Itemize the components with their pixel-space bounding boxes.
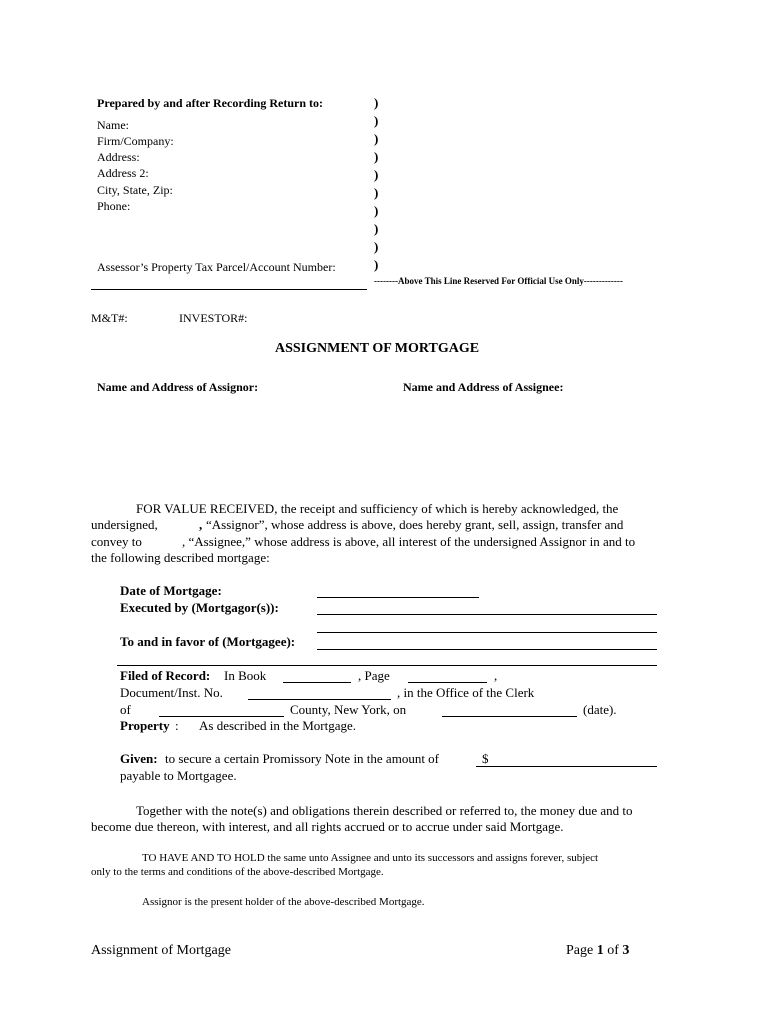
given-label: Given: [120,751,158,766]
page-line [408,682,487,683]
header-divider [91,289,367,290]
county-line [159,716,284,717]
amount-line [476,766,657,767]
bracket-char: ) [374,149,379,164]
city-state-zip-label: City, State, Zip: [97,183,173,197]
property-label: Property [120,718,170,733]
body-comma: , [199,517,203,532]
document-no-line [248,699,391,700]
assignor-heading: Name and Address of Assignor: [97,380,259,394]
assignee-heading: Name and Address of Assignee: [403,380,564,394]
bracket-char: ) [374,257,379,272]
page-indicator [566,943,629,959]
habendum-line-1: TO HAVE AND TO HOLD the same unto Assignee and unto its successors and assigns forever, subject [142,852,599,864]
holder-statement: Assignor is the present holder of the above-described Mortgage. [142,896,425,908]
investor-number-label: INVESTOR#: [179,311,248,325]
payable-text: payable to Mortgagee. [120,768,237,783]
together-line-2: become due thereon, with interest, and all rights accrued or to accrue under said Mortgage. [91,819,564,834]
date-text: (date). [583,702,617,717]
bracket-char: ) [374,221,379,236]
together-line-1: Together with the note(s) and obligations therein described or referred to, the money due and to [136,803,633,818]
page-number: 1 [596,943,604,958]
footer-title: Assignment of Mortgage [91,943,231,958]
of-word: of [607,943,619,958]
page-word: Page [566,943,594,958]
bracket-char: ) [374,131,379,146]
body-undersigned: undersigned, [91,517,158,532]
bracket-char: ) [374,167,379,182]
name-label: Name: [97,118,129,132]
address-label: Address: [97,150,140,164]
filed-of-record-label: Filed of Record: [120,668,211,683]
in-favor-of-label: To and in favor of (Mortgagee): [120,634,296,649]
date-of-mortgage-line [317,597,479,598]
body-line-3: , “Assignee,” whose address is above, all interest of the undersigned Assignor in and to [182,534,636,549]
dollar-sign: $ [482,751,489,766]
document-title: ASSIGNMENT OF MORTGAGE [275,341,480,356]
executed-by-label: Executed by (Mortgagor(s)): [120,600,279,615]
given-text: to secure a certain Promissory Note in the amount of [165,751,440,766]
county-text: County, New York, on [290,702,407,717]
section-divider [117,665,657,666]
executed-by-line [317,614,657,615]
office-clerk-text: , in the Office of the Clerk [397,685,535,700]
body-line-4: the following described mortgage: [91,550,270,565]
bracket-char: ) [374,203,379,218]
property-colon: : [175,718,179,733]
page-text: , Page [358,668,390,683]
document-no-label: Document/Inst. No. [120,685,223,700]
bracket-char: ) [374,239,379,254]
body-line-1: FOR VALUE RECEIVED, the receipt and sufficiency of which is hereby acknowledged, the [136,501,619,516]
page-total: 3 [622,943,630,958]
bracket-char: ) [374,95,379,110]
assessor-label: Assessor’s Property Tax Parcel/Account Number: [97,260,336,274]
property-value: As described in the Mortgage. [199,718,357,733]
executed-by-line-2 [317,632,657,633]
prepared-by-heading: Prepared by and after Recording Return to: [97,96,323,110]
date-of-mortgage-label: Date of Mortgage: [120,583,222,598]
mt-number-label: M&T#: [91,311,128,325]
bracket-char: ) [374,113,379,128]
habendum-line-2: only to the terms and conditions of the above-described Mortgage. [91,866,384,878]
address2-label: Address 2: [97,166,149,180]
body-convey-to: convey to [91,534,142,549]
firm-label: Firm/Company: [97,134,174,148]
book-line [283,682,351,683]
phone-label: Phone: [97,199,131,213]
bracket-char: ) [374,185,379,200]
date-line [442,716,577,717]
in-book-text: In Book [224,668,267,683]
of-text: of [120,702,131,717]
in-favor-of-line [317,649,657,650]
official-use-notice: --------Above This Line Reserved For Official Use Only------------- [374,276,623,286]
body-line-2: “Assignor”, whose address is above, does hereby grant, sell, assign, transfer and [206,517,624,532]
comma-text: , [494,668,498,683]
